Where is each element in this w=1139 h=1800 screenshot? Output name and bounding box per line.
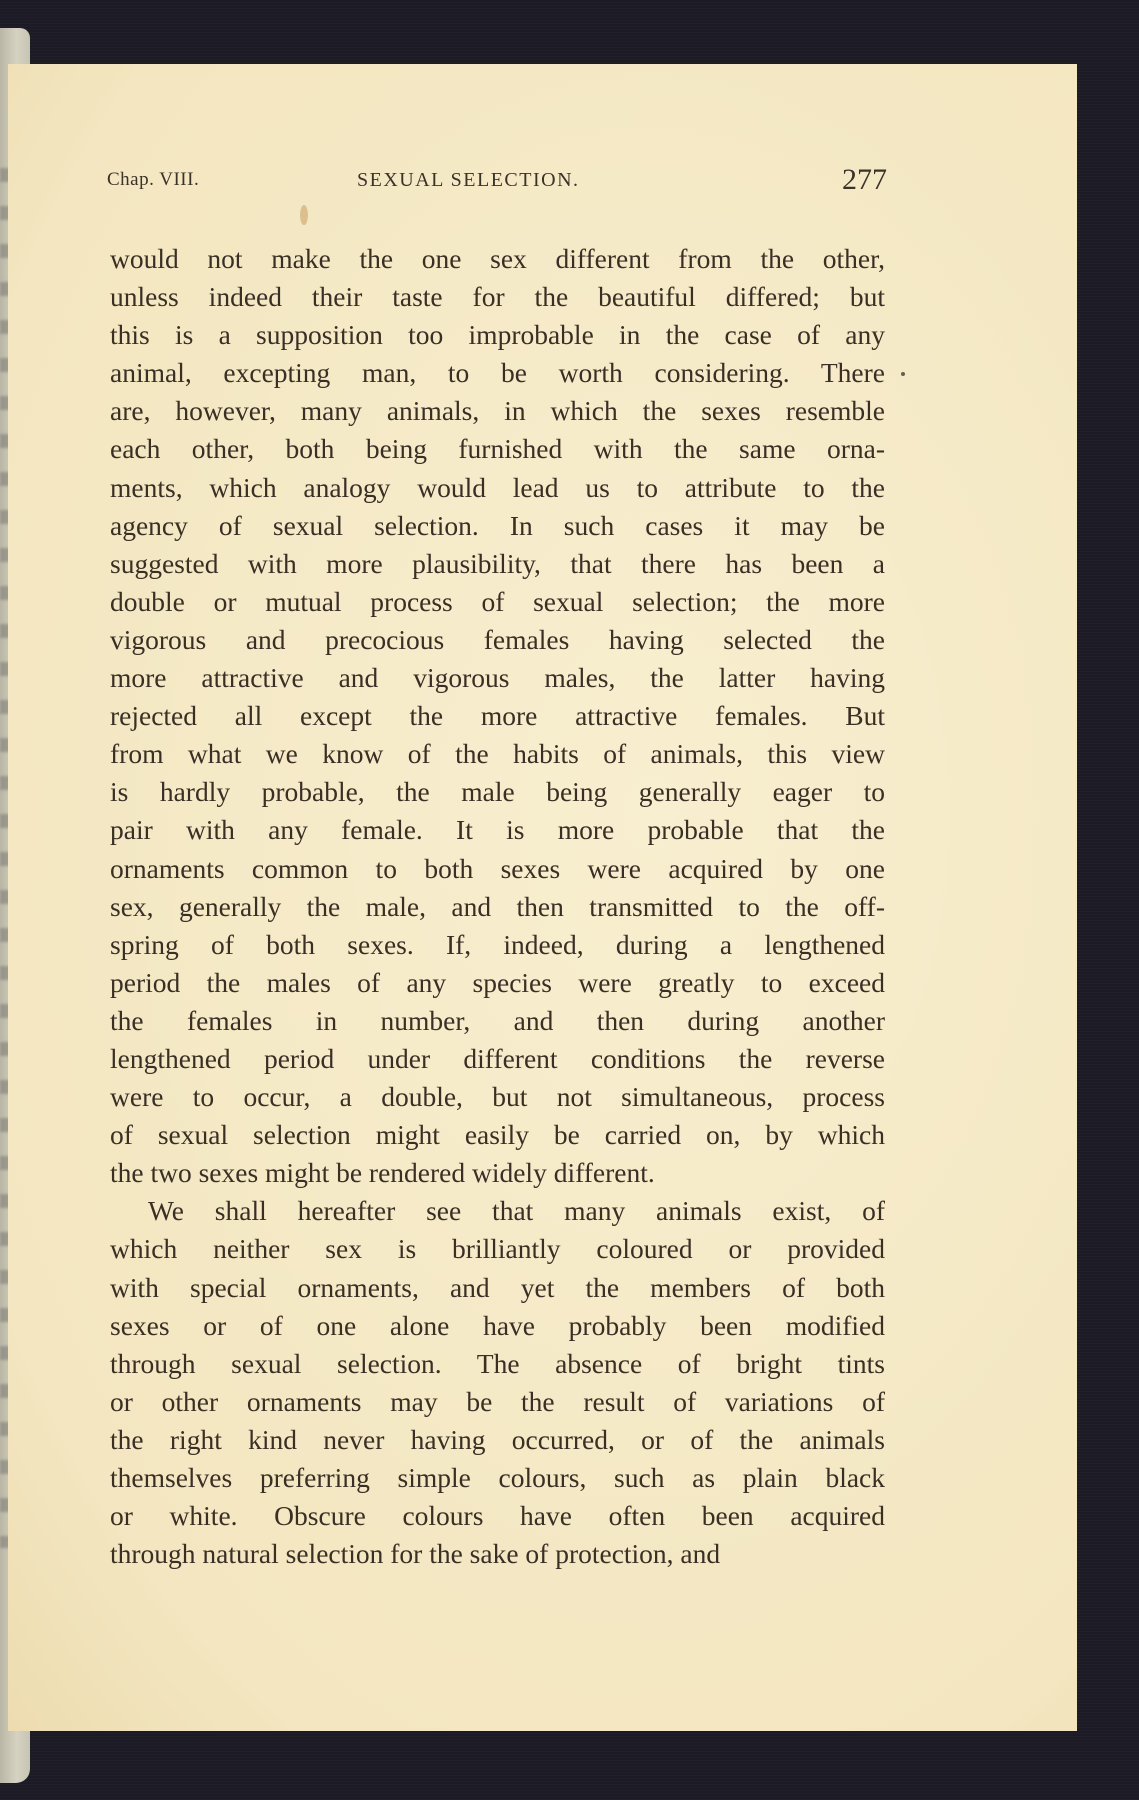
text-line: ornaments common to both sexes were acquired by one <box>110 852 885 884</box>
text-line: spring of both sexes. If, indeed, during a lengthened <box>110 928 885 960</box>
text-line: or other ornaments may be the result of variations of <box>110 1385 885 1417</box>
text-line: or white. Obscure colours have often been acquired <box>110 1500 885 1532</box>
text-line: through natural selection for the sake of protection, and <box>110 1538 721 1570</box>
text-line: would not make the one sex different from the other, <box>110 243 885 274</box>
text-line: unless indeed their taste for the beautiful differed; but <box>110 281 885 313</box>
text-line: of sexual selection might easily be carried on, by which <box>110 1119 885 1151</box>
text-line: is hardly probable, the male being generally eager to <box>110 776 885 808</box>
text-line: sex, generally the male, and then transmitted to the off- <box>110 890 885 922</box>
text-line: sexes or of one alone have probably been modified <box>110 1309 885 1341</box>
text-line: through sexual selection. The absence of bright tints <box>110 1347 885 1379</box>
chapter-label: Chap. VIII. <box>107 169 200 190</box>
text-line: which neither sex is brilliantly coloured or provided <box>110 1233 885 1265</box>
text-line: double or mutual process of sexual selection; the more <box>110 585 885 617</box>
running-title: SEXUAL SELECTION. <box>357 169 580 191</box>
text-line: vigorous and precocious females having selected the <box>110 623 885 655</box>
running-header <box>107 163 887 203</box>
paper-stain <box>300 205 308 225</box>
text-line: this is a supposition too improbable in the case of any <box>110 319 885 351</box>
text-line: with special ornaments, and yet the members of both <box>110 1271 885 1303</box>
text-line: ments, which analogy would lead us to attribute to the <box>110 471 885 503</box>
text-line: were to occur, a double, but not simultaneous, process <box>110 1081 885 1113</box>
text-line: are, however, many animals, in which the sexes resemble <box>110 395 885 427</box>
text-line: We shall hereafter see that many animals exist, of <box>148 1195 885 1227</box>
text-line: themselves preferring simple colours, such as plain black <box>110 1462 885 1493</box>
paragraph <box>110 240 885 1192</box>
page-number: 277 <box>842 163 887 196</box>
text-line: pair with any female. It is more probable that the <box>110 814 885 846</box>
text-line: animal, excepting man, to be worth considering. There <box>110 357 885 389</box>
text-line: the females in number, and then during another <box>110 1004 885 1036</box>
margin-mark <box>901 372 905 376</box>
text-line: lengthened period under different conditions the reverse <box>110 1042 885 1074</box>
text-line: from what we know of the habits of animals, this view <box>110 738 885 770</box>
text-line: the right kind never having occurred, or of the animals <box>110 1423 885 1455</box>
text-line: the two sexes might be rendered widely different. <box>110 1157 655 1189</box>
text-line: suggested with more plausibility, that there has been a <box>110 547 885 579</box>
text-line: rejected all except the more attractive females. But <box>110 700 885 732</box>
text-line: agency of sexual selection. In such cases it may be <box>110 509 885 541</box>
text-line: period the males of any species were greatly to exceed <box>110 966 885 998</box>
body-text <box>110 240 885 1573</box>
paragraph <box>110 1192 885 1573</box>
text-line: each other, both being furnished with the same orna- <box>110 433 885 465</box>
text-line: more attractive and vigorous males, the latter having <box>110 662 885 694</box>
